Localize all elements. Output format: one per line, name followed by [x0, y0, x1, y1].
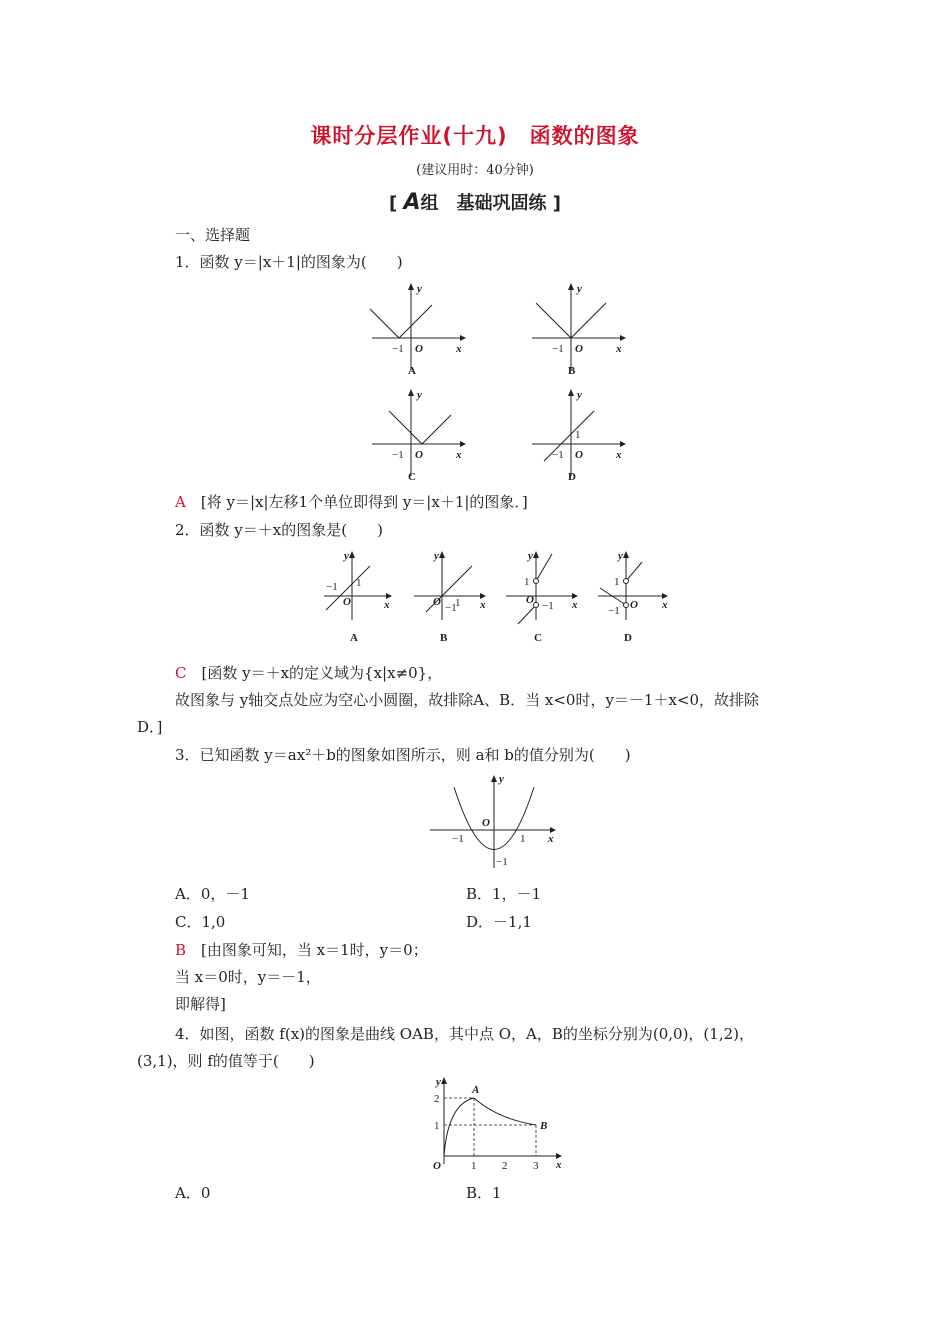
q4-y-two-label: 2 — [434, 1093, 440, 1105]
q2-answer-text: [函数 y＝＋x的定义域为{x|x≠0}， — [201, 664, 443, 682]
q2a-y-label: y — [344, 550, 349, 562]
q3-choice-c: C．1,0 — [175, 913, 226, 931]
page-subtitle: (建议用时：40分钟) — [416, 163, 534, 178]
q3-choice-a: A．0，－1 — [175, 885, 250, 903]
q1c-neg1-label: −1 — [392, 449, 404, 461]
q1d-neg1-label: −1 — [552, 449, 564, 461]
q2-graph-d — [592, 548, 672, 648]
q2-answer — [175, 662, 442, 683]
q2-answer-line2: 故图象与 y轴交点处应为空心小圆圈，故排除A、B．当 x<0时，y＝－1＋x<0，故排除 — [175, 691, 760, 709]
q1a-origin-label: O — [415, 343, 423, 355]
q3-answer-text: [由图象可知，当 x＝1时，y＝0； — [201, 941, 428, 959]
q3-choice-d: D．－1,1 — [466, 913, 532, 931]
q2c-neg1-label: −1 — [542, 600, 554, 612]
q1c-y-label: y — [417, 389, 422, 401]
q1d-origin-label: O — [575, 449, 583, 461]
q3-answer-line2: 当 x＝0时，y＝－1， — [175, 968, 321, 986]
q2a-x-label: x — [384, 599, 390, 611]
q1c-x-label: x — [456, 449, 462, 461]
q2d-origin-label: O — [630, 599, 638, 611]
q4-stem-line2: (3,1)，则 f的值等于( ) — [137, 1052, 315, 1070]
q2c-origin-label: O — [526, 594, 534, 606]
q3-stem: 3．已知函数 y＝ax²＋b的图象如图所示，则 a和 b的值分别为( ) — [175, 746, 631, 764]
q1-graph-c — [362, 388, 472, 488]
q1a-x-label: x — [456, 343, 462, 355]
q2d-option-label: D — [624, 632, 632, 644]
q1-answer-text: [将 y＝|x|左移1个单位即得到 y＝|x＋1|的图象．] — [200, 493, 528, 511]
q3-x-label: x — [548, 833, 554, 845]
q3-y-label: y — [499, 773, 504, 785]
q3-answer-line3: 即解得] — [175, 995, 226, 1013]
q2a-one-label: 1 — [356, 577, 362, 589]
q4-x-three-label: 3 — [533, 1160, 539, 1172]
q2b-x-label: x — [480, 599, 486, 611]
q2-stem: 2．函数 y＝＋x的图象是( ) — [175, 521, 383, 539]
q3-one-label: 1 — [520, 833, 526, 845]
q1d-x-label: x — [616, 449, 622, 461]
q1b-y-label: y — [577, 283, 582, 295]
q2a-origin-label: O — [343, 596, 351, 608]
q2a-option-label: A — [350, 632, 358, 644]
q4-curve-graph — [428, 1074, 568, 1174]
q1b-origin-label: O — [575, 343, 583, 355]
q2b-one-label: 1 — [455, 597, 461, 609]
q1-graph-d — [522, 388, 632, 488]
group-banner: [ A组 基础巩固练 ] — [388, 190, 562, 215]
q2d-x-label: x — [662, 599, 668, 611]
section-heading: 一、选择题 — [175, 226, 251, 244]
q2-graph-c — [500, 548, 580, 648]
q1a-y-label: y — [417, 283, 422, 295]
q2b-y-label: y — [434, 550, 439, 562]
q2b-option-label: B — [440, 632, 448, 644]
page-title: 课时分层作业(十九) 函数的图象 — [310, 124, 640, 148]
q1d-one-label: 1 — [575, 429, 581, 441]
q4-point-a-label: A — [472, 1084, 480, 1096]
q4-x-one-label: 1 — [471, 1160, 477, 1172]
q2-answer-line3: D．] — [137, 718, 163, 736]
q4-point-b-label: B — [540, 1120, 548, 1132]
q4-y-one-label: 1 — [434, 1120, 440, 1132]
q1b-neg1-label: −1 — [552, 343, 564, 355]
q4-choice-a: A．0 — [175, 1184, 211, 1202]
q4-y-label: y — [436, 1076, 441, 1088]
q4-stem: 4．如图，函数 f(x)的图象是曲线 OAB，其中点 O，A，B的坐标分别为(0,0)，(1,2)， — [175, 1025, 754, 1043]
q1b-option-label: B — [568, 365, 576, 377]
q1d-y-label: y — [577, 389, 582, 401]
q1c-origin-label: O — [415, 449, 423, 461]
q2d-neg1-label: −1 — [608, 605, 620, 617]
q2c-y-label: y — [528, 550, 533, 562]
q3-answer — [175, 939, 428, 960]
q4-choice-b: B．1 — [466, 1184, 502, 1202]
q3-neg1-x-label: −1 — [452, 833, 464, 845]
q1-answer — [175, 491, 528, 512]
q1-graph-a — [362, 282, 472, 382]
q2d-y-label: y — [618, 550, 623, 562]
q4-x-two-label: 2 — [502, 1160, 508, 1172]
q3-origin-label: O — [482, 817, 490, 829]
q2b-origin-label: O — [433, 596, 441, 608]
q1d-option-label: D — [568, 471, 576, 483]
q2-graph-b — [408, 548, 488, 648]
q3-neg1-y-label: −1 — [496, 856, 508, 868]
q1c-option-label: C — [408, 471, 416, 483]
group-letter: A — [403, 190, 421, 215]
q1-answer-letter: A — [175, 493, 186, 511]
q2b-neg1-label: −1 — [445, 602, 457, 614]
q1b-x-label: x — [616, 343, 622, 355]
q2d-one-label: 1 — [614, 576, 620, 588]
q1-stem: 1．函数 y＝|x＋1|的图象为( ) — [175, 253, 403, 271]
q3-parabola-graph — [428, 772, 563, 872]
q2a-neg1-label: −1 — [326, 581, 338, 593]
q2c-x-label: x — [572, 599, 578, 611]
q2c-option-label: C — [534, 632, 542, 644]
q2-graph-a — [318, 548, 398, 648]
q2c-one-label: 1 — [524, 576, 530, 588]
q1a-neg1-label: −1 — [392, 343, 404, 355]
q1a-option-label: A — [408, 365, 416, 377]
q4-origin-label: O — [433, 1160, 441, 1172]
q4-x-label: x — [556, 1159, 562, 1171]
q3-choice-b: B．1，－1 — [466, 885, 542, 903]
group-label: 组 基础巩固练 — [420, 193, 547, 214]
q1-graph-b — [522, 282, 632, 382]
q3-answer-letter: B — [175, 941, 187, 959]
q2-answer-letter: C — [175, 664, 187, 682]
